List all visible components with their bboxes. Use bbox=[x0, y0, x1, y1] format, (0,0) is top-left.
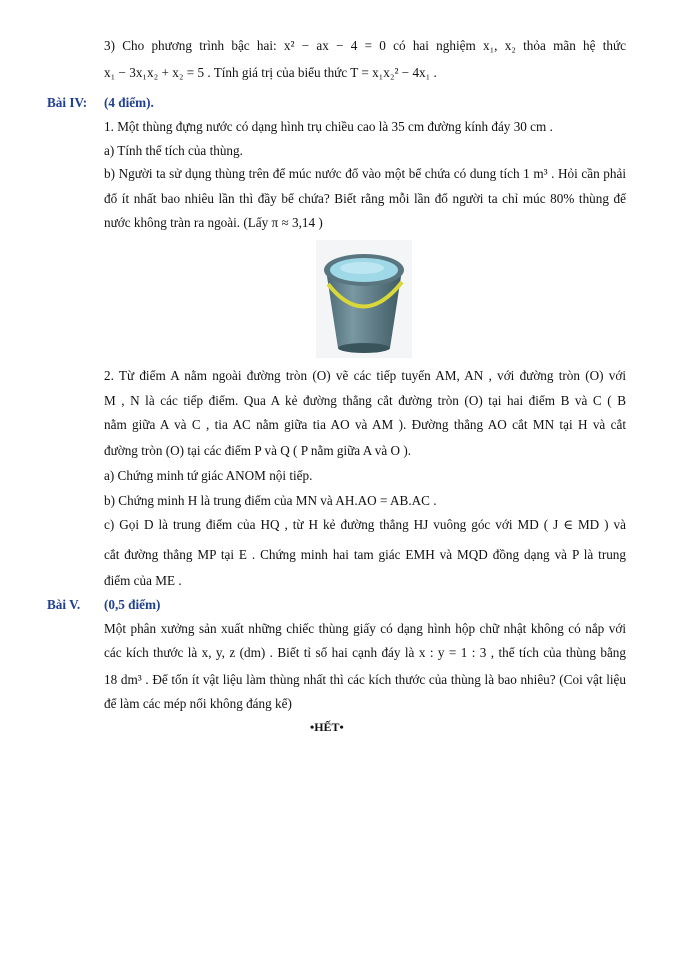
section-points-bai4: (4 điểm). bbox=[104, 95, 154, 110]
text-line: đổ ít nhất bao nhiêu lần thì đầy bể chứa? Biết rằng mỗi lần đổ người ta chỉ múc 80% thùng để bbox=[104, 191, 626, 206]
text-line: nằm giữa A và C , tia AC nằm giữa tia AO và AM ). Đường thẳng AO cắt MN tại H và cắt bbox=[104, 417, 626, 432]
text-line: c) Gọi D là trung điểm của HQ , từ H kẻ đường thẳng HJ vuông góc với MD ( J ∈ MD ) và bbox=[104, 517, 626, 532]
text-line: 1. Một thùng đựng nước có dạng hình trụ chiều cao là 35 cm đường kính đáy 30 cm . bbox=[104, 119, 553, 134]
section-label-bai4: Bài IV: bbox=[47, 95, 88, 110]
end-mark: •HẾT• bbox=[310, 720, 344, 734]
text-line: cắt đường thẳng MP tại E . Chứng minh hai tam giác EMH và MQD đồng dạng và P là trung bbox=[104, 547, 626, 562]
text-line: x₁ − 3x₁x₂ + x₂ = 5 . Tính giá trị của biểu thức T = x₁x₂² − 4x₁ . bbox=[104, 65, 437, 80]
text-line: b) Người ta sử dụng thùng trên để múc nước đổ vào một bể chứa có dung tích 1 m³ . Hỏi cần phải bbox=[104, 166, 626, 181]
section-label-bai5: Bài V. bbox=[47, 597, 81, 612]
text-line: 18 dm³ . Để tốn ít vật liệu làm thùng nhất thì các kích thước của thùng là bao nhiêu? (Coi vật liệu bbox=[104, 672, 626, 687]
text-line: nước không tràn ra ngoài. (Lấy π ≈ 3,14 ) bbox=[104, 215, 323, 230]
section-points-bai5: (0,5 điểm) bbox=[104, 597, 161, 612]
bucket-image bbox=[316, 240, 412, 358]
text-line: để làm các mép nối không đáng kể) bbox=[104, 696, 292, 711]
text-line: Một phân xưởng sản xuất những chiếc thùng giấy có dạng hình hộp chữ nhật không có nắp với bbox=[104, 621, 626, 636]
text-line: 2. Từ điểm A nằm ngoài đường tròn (O) vẽ các tiếp tuyến AM, AN , với đường tròn (O) với bbox=[104, 368, 626, 383]
text-line: điểm của ME . bbox=[104, 573, 182, 588]
text-line: a) Chứng minh tứ giác ANOM nội tiếp. bbox=[104, 468, 313, 483]
text-line: 3) Cho phương trình bậc hai: x² − ax − 4 = 0 có hai nghiệm x₁, x₂ thỏa mãn hệ thức bbox=[104, 38, 626, 53]
text-line: M , N là các tiếp điểm. Qua A kẻ đường thẳng cắt đường tròn (O) tại hai điểm B và C ( B bbox=[104, 393, 626, 408]
text-line: đường tròn (O) tại các điểm P và Q ( P nằm giữa A và O ). bbox=[104, 443, 412, 458]
text-line: các kích thước là x, y, z (dm) . Biết tỉ số hai cạnh đáy là x : y = 1 : 3 , thể tích của thùng bằng bbox=[104, 645, 626, 660]
text-line: a) Tính thể tích của thùng. bbox=[104, 143, 243, 158]
text-line: b) Chứng minh H là trung điểm của MN và AH.AO = AB.AC . bbox=[104, 493, 437, 508]
